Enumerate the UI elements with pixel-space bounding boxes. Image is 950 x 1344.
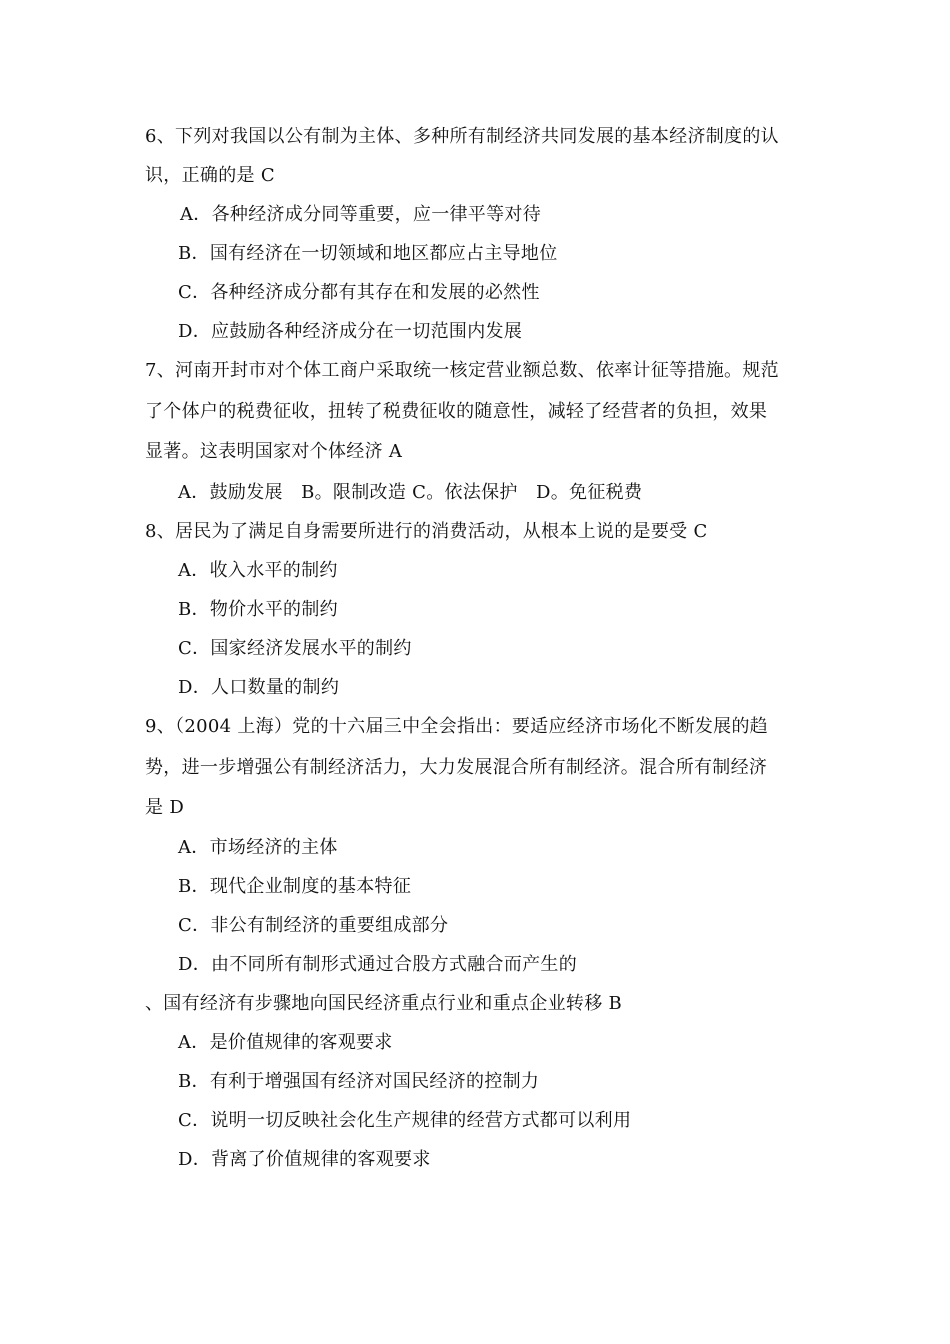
- q10-option-a: A．是价值规律的客观要求: [178, 1032, 393, 1053]
- q6-option-d: D．应鼓励各种经济成分在一切范围内发展: [178, 321, 523, 342]
- q9-stem-line-3: 是 D: [145, 797, 185, 818]
- q8-option-d: D．人口数量的制约: [178, 677, 340, 698]
- q9-stem-line-2: 势，进一步增强公有制经济活力，大力发展混合所有制经济。混合所有制经济: [145, 757, 768, 778]
- q9-option-d: D．由不同所有制形式通过合股方式融合而产生的: [178, 954, 578, 975]
- q7-options: A．鼓励发展 B。限制改造 C。依法保护 D。免征税费: [178, 482, 643, 503]
- q7-stem-line-2: 了个体户的税费征收，扭转了税费征收的随意性，减轻了经营者的负担，效果: [145, 401, 768, 422]
- q9-stem-line-1: 9、（2004 上海）党的十六届三中全会指出：要适应经济市场化不断发展的趋: [145, 716, 769, 737]
- q8-option-a: A．收入水平的制约: [178, 560, 338, 581]
- q6-option-a: A．各种经济成分同等重要，应一律平等对待: [180, 204, 541, 225]
- q6-stem-line-1: 6、下列对我国以公有制为主体、多种所有制经济共同发展的基本经济制度的认: [145, 126, 779, 147]
- q8-stem: 8、居民为了满足自身需要所进行的消费活动，从根本上说的是要受 C: [145, 521, 708, 542]
- q10-stem: 、国有经济有步骤地向国民经济重点行业和重点企业转移 B: [145, 993, 623, 1014]
- q9-option-c: C．非公有制经济的重要组成部分: [178, 915, 449, 936]
- q7-stem-line-3: 显著。这表明国家对个体经济 A: [145, 441, 403, 462]
- q8-option-b: B．物价水平的制约: [178, 599, 338, 620]
- q10-option-c: C．说明一切反映社会化生产规律的经营方式都可以利用: [178, 1110, 632, 1131]
- q9-option-a: A．市场经济的主体: [178, 837, 338, 858]
- q7-stem-line-1: 7、河南开封市对个体工商户采取统一核定营业额总数、依率计征等措施。规范: [145, 360, 779, 381]
- q10-option-d: D．背离了价值规律的客观要求: [178, 1149, 431, 1170]
- q6-option-b: B．国有经济在一切领域和地区都应占主导地位: [178, 243, 558, 264]
- q8-option-c: C．国家经济发展水平的制约: [178, 638, 412, 659]
- q9-option-b: B．现代企业制度的基本特征: [178, 876, 412, 897]
- q6-option-c: C．各种经济成分都有其存在和发展的必然性: [178, 282, 540, 303]
- q6-stem-line-2: 识，正确的是 C: [145, 165, 275, 186]
- q10-option-b: B．有利于增强国有经济对国民经济的控制力: [178, 1071, 540, 1092]
